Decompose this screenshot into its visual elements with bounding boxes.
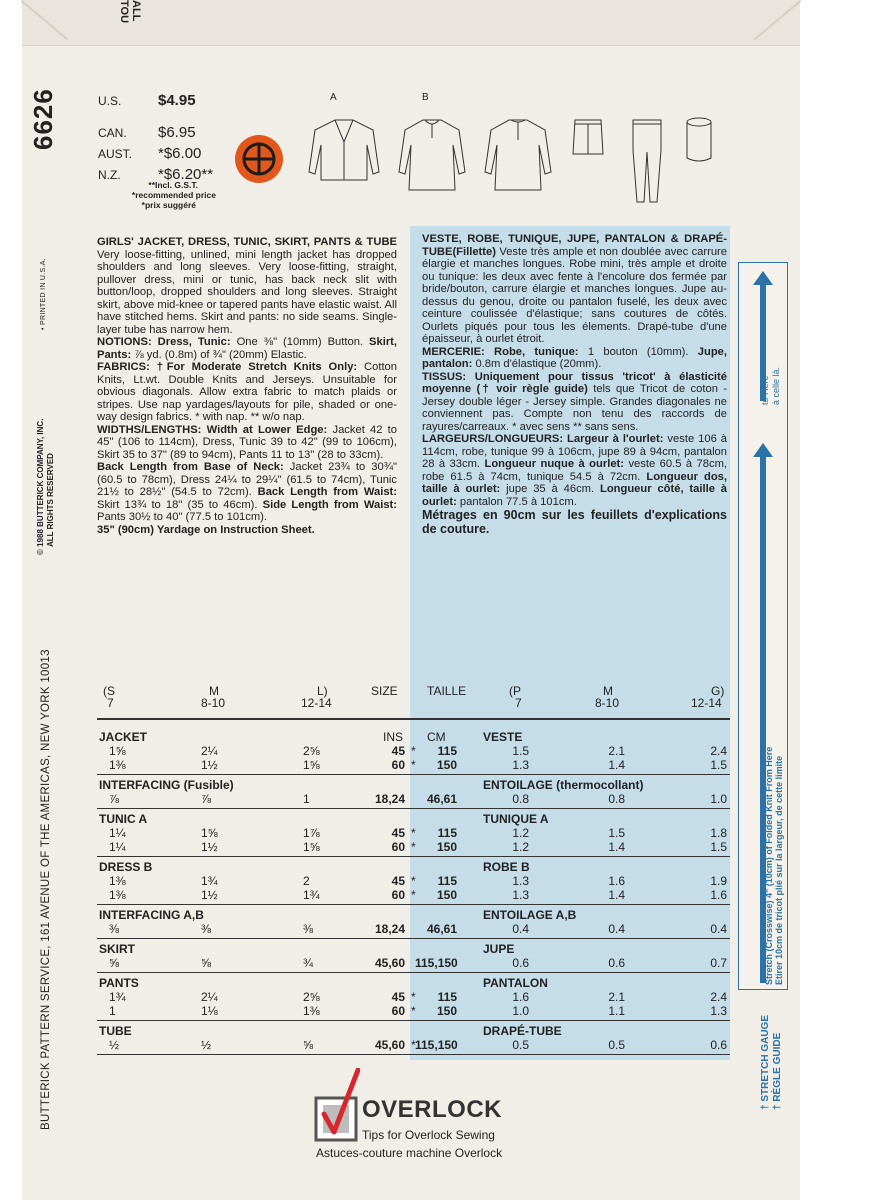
table-cell-cm: 115,150 [415,956,458,970]
table-cell-s: ⅜ [109,922,120,936]
table-cell-s: 1⅜ [109,758,126,772]
table-cell-g: 0.4 [710,922,727,936]
unit-cm: CM [427,730,446,744]
table-cell-star: * [411,1038,416,1052]
table-cell-p: 1.3 [512,888,529,902]
table-cell-m: 1½ [201,840,218,854]
tab-line-2: TOU [118,0,130,24]
table-cell-s: ⅝ [109,956,120,970]
section-rule [97,1020,730,1021]
section-title-fr: ROBE B [483,860,530,874]
price-label-nz: N.Z. [98,168,121,182]
table-cell-p: 1.3 [512,758,529,772]
table-cell-star: * [411,744,416,758]
table-cell-mf: 2.1 [608,990,625,1004]
gauge-instructions [764,747,784,985]
mercerie-text: 1 bouton (10mm). [587,345,689,358]
skirt-drawing [573,120,603,154]
table-cell-mf: 2.1 [608,744,625,758]
table-cell-cm: 115 [437,990,457,1004]
section-rule [97,808,730,809]
table-cell-mf: 1.5 [608,826,625,840]
price-note-2: *recommended price [131,190,216,200]
table-cell-g: 0.7 [710,956,727,970]
table-cell-p: 0.6 [512,956,529,970]
section-title-fr: ENTOILAGE A,B [483,908,577,922]
table-cell-p: 1.5 [512,744,529,758]
price-note-3: *prix suggéré [141,200,196,210]
gauge-text-fr: Etirer 10cm de tricot plié sur la largeur, de cette limite [774,755,784,985]
table-cell-cm: 115,150 [415,1038,458,1052]
table-cell-s: 1¼ [109,840,126,854]
copyright-line-1: © 1988 BUTTERICK COMPANY, INC. [36,418,45,555]
tab-line-1: ALL [130,0,142,22]
table-cell-cm: 115 [437,744,457,758]
table-cell-g: 2.4 [710,990,727,1004]
table-cell-s: ½ [109,1038,120,1052]
table-cell-p: 1.3 [512,874,529,888]
mercerie-text-2: 0.8m d'élastique (20mm). [475,358,602,370]
nuque-label: Longueur nuque à ourlet: [484,458,624,470]
header-s-sub: 7 [107,696,114,710]
printed-in-label: • PRINTED IN U.S.A. [40,258,47,330]
table-cell-l: ⅝ [303,1038,314,1052]
table-cell-l: 2⅝ [303,990,320,1004]
table-cell-l: 1 [303,792,310,806]
garment-line-drawings [295,110,735,220]
table-cell-p: 0.5 [512,1038,529,1052]
table-cell-s: 1⅜ [109,888,126,902]
table-cell-s: ⅞ [109,792,120,806]
table-cell-m: 1⅛ [201,1004,218,1018]
section-title: INTERFACING A,B [99,908,204,922]
table-cell-ins: 18,24 [374,922,405,936]
crosshair-badge-icon [233,133,285,185]
overlock-tips: Tips for Overlock Sewing [362,1128,495,1142]
metrages-note: Métrages en 90cm sur les feuillets d'explications de couture. [422,508,727,536]
table-cell-cm: 150 [436,758,457,772]
table-cell-g: 1.0 [710,792,727,806]
table-cell-g: 1.3 [710,1004,727,1018]
table-cell-cm: 115 [437,874,457,888]
english-title: GIRLS' JACKET, DRESS, TUNIC, SKIRT, PANTS & TUBE [97,236,397,248]
tissus-label: TISSUS: Uniquement pour tissus 'tricot' à élasticité moyenne († voir règle guide) [422,370,727,395]
table-cell-g: 0.6 [710,1038,727,1052]
header-size: SIZE [371,684,398,698]
table-cell-l: 1⅝ [303,840,320,854]
table-cell-g: 1.5 [710,840,727,854]
table-cell-star: * [411,840,416,854]
tissus-text: tels que Tricot de coton - Jersey double léger - Jersey simple. Grandes diagonales ne conviennent pas. Compte non tenu des raccords de rayures/carreaux. * avec sens ** sans sens. [422,383,727,433]
table-cell-p: 0.8 [512,792,529,806]
table-cell-p: 1.6 [512,990,529,1004]
table-cell-star: * [411,990,416,1004]
table-cell-mf: 0.8 [608,792,625,806]
table-french-panel [410,678,730,1060]
table-cell-m: ⅜ [201,922,212,936]
nuque-text: veste 60.5 à 78cm, robe 61.5 à 74cm, tunique 54.5 à 72cm. [422,458,727,483]
header-taille: TAILLE [427,684,467,698]
section-rule [97,972,730,973]
overlock-check-icon [314,1068,360,1146]
header-m-sub: 8-10 [201,696,226,710]
section-title-fr: PANTALON [483,976,548,990]
table-cell-star: * [411,874,416,888]
table-cell-g: 1.6 [710,888,727,902]
section-rule [97,938,730,939]
section-rule [97,856,730,857]
english-description [97,236,397,536]
table-cell-ins: 45 [391,826,405,840]
header-p-sub: 7 [515,696,522,710]
gauge-guide-label [760,1015,784,1110]
copyright-line-2: ALL RIGHTS RESERVED [46,453,55,547]
tunic-back-drawing [485,120,551,190]
view-label-b: B [422,92,429,103]
pattern-number: 6626 [28,88,58,150]
table-cell-star: * [411,888,416,902]
overlock-tips-fr: Astuces-couture machine Overlock [316,1146,503,1160]
table-cell-cm: 150 [436,840,457,854]
table-cell-s: 1⅝ [109,744,126,758]
section-title: DRESS B [99,860,153,874]
largeurs-label: LARGEURS/LONGUEURS: Largeur à l'ourlet: [422,433,664,445]
french-title: VESTE, ROBE, TUNIQUE, JUPE, PANTALON & DRAPÉ-TUBE(Fillette) [422,233,727,258]
mercerie-label: MERCERIE: Robe, tunique: [422,345,579,358]
french-desc: Veste très ample et non doublée avec carrure élargie et manches longues. Robe mini, très ample et droite ou tunique: les deux avec fente à l'encolure dos fermée par bride/bouton, carrure élargie et manches longues. Jupe au-dessus du genou, droite ou pantalon fuselé, les deux avec ceinture coulissée d'élastique; sans coutures de côtés. Ourlets piqués pour tous les élements. Drapé-tube d'une épaisseur, à ourlet étroit. [422,245,728,345]
table-cell-g: 1.9 [710,874,727,888]
price-label-us: U.S. [98,94,122,108]
section-rule [97,774,730,775]
table-cell-mf: 1.4 [608,888,625,902]
section-title: INTERFACING (Fusible) [99,778,234,792]
notions-label: NOTIONS: Dress, Tunic: [97,336,231,348]
dos-label: Longueur dos, taille à ourlet: [422,470,727,495]
table-cell-p: 1.2 [512,826,529,840]
gauge-guide-fr: † RÈGLE GUIDE [772,1032,783,1110]
section-rule [97,1054,730,1055]
table-cell-s: 1¾ [109,990,126,1004]
jacket-drawing [309,120,379,180]
table-cell-m: 1¾ [201,874,218,888]
table-cell-mf: 0.6 [608,956,625,970]
table-cell-l: ¾ [303,956,314,970]
table-cell-m: 1½ [201,888,218,902]
price-us: $4.95 [158,92,196,109]
gauge-here-en: to Here [760,375,770,405]
mercerie-label-2: Jupe, pantalon: [422,345,728,370]
table-cell-s: 1⅜ [109,874,126,888]
header-rule [97,718,730,720]
table-cell-mf: 0.5 [608,1038,625,1052]
view-label-a: A [330,92,337,103]
price-aust: *$6.00 [158,145,202,162]
table-cell-cm: 115 [437,826,457,840]
pants-drawing [633,120,661,202]
header-p: (P [509,684,521,698]
tube-drawing [687,118,711,161]
table-cell-ins: 60 [391,1004,405,1018]
table-cell-cm: 150 [436,888,457,902]
back-waist-label: Back Length from Waist: [257,486,398,498]
table-cell-l: 1¾ [303,888,320,902]
table-cell-ins: 45,60 [374,956,405,970]
gauge-here-fr: à celle là. [771,366,781,405]
table-cell-m: 2¼ [201,744,218,758]
table-cell-m: 2¼ [201,990,218,1004]
section-title-fr: VESTE [483,730,523,744]
notions-text: One ⅜" (10mm) Button. [236,336,364,348]
top-tab-text [118,0,142,23]
table-cell-mf: 1.1 [608,1004,625,1018]
header-m: M [209,684,219,698]
table-cell-l: 1⅞ [303,826,320,840]
table-cell-m: ⅞ [201,792,212,806]
largeurs-text: veste 106 à 114cm, robe, tunique 99 à 106cm, jupe 89 à 94cm, pantalon 28 à 33cm. [422,433,727,470]
section-title-fr: DRAPÉ-TUBE [483,1024,562,1038]
french-description [422,233,727,536]
notions-text-2: ⅞ yd. (0.8m) of ¾" (20mm) Elastic. [134,348,307,361]
price-label-can: CAN. [98,126,127,140]
publisher-address: BUTTERICK PATTERN SERVICE, 161 AVENUE OF THE AMERICAS, NEW YORK 10013 [40,649,52,1130]
header-s: (S [103,684,115,698]
table-cell-g: 2.4 [710,744,727,758]
table-cell-p: 0.4 [512,922,529,936]
price-note-1: **Incl. G.S.T. [148,180,198,190]
table-cell-m: 1½ [201,758,218,772]
header-m-fr-sub: 8-10 [595,696,620,710]
table-cell-ins: 45,60 [374,1038,405,1052]
table-cell-cm: 150 [436,1004,457,1018]
gauge-text-en: Stretch (Crosswise) 4" (10cm) of Folded Knit From Here [764,746,774,985]
table-cell-mf: 0.4 [608,922,625,936]
table-cell-l: 2⅝ [303,744,320,758]
price-nz: *$6.20** [158,166,214,183]
dress-drawing [399,120,465,190]
back-waist-text: Skirt 13¾ to 18" (35 to 46cm). [97,498,258,511]
table-cell-mf: 1.6 [608,874,625,888]
table-cell-mf: 1.4 [608,840,625,854]
table-cell-p: 1.0 [512,1004,529,1018]
table-cell-star: * [411,826,416,840]
fabrics-label: FABRICS: †For Moderate Stretch Knits Only: [97,361,358,373]
section-title-fr: ENTOILAGE (thermocollant) [483,778,644,792]
unit-ins: INS [383,730,404,744]
header-l: L) [317,684,328,698]
english-desc: Very loose-fitting, unlined, mini length jacket has dropped shoulders and long sleeves. Very loose-fitting, straight, pullover dress, mini or tunic, has back neck slit with button/loop, dropped shoulders and long sleeves. Straight skirt, above mid-knee or tapered pants have elastic waist. All have stitched hems. Skirt and pants: no side seams. Single-layer tube has narrow hem. [97,248,397,336]
header-g: G) [711,684,725,698]
table-cell-s: 1¼ [109,826,126,840]
price-notes [96,180,216,210]
table-cell-l: 1⅜ [303,1004,320,1018]
section-title-fr: JUPE [483,942,515,956]
table-cell-star: * [411,758,416,772]
table-cell-cm: 46,61 [426,922,457,936]
copyright-notice [36,419,56,555]
table-cell-mf: 1.4 [608,758,625,772]
gauge-guide-en: † STRETCH GAUGE [760,1014,771,1110]
section-rule [97,904,730,905]
table-cell-l: ⅜ [303,922,314,936]
table-cell-s: 1 [109,1004,116,1018]
table-cell-l: 2 [303,874,310,888]
table-cell-ins: 60 [391,758,405,772]
table-cell-ins: 60 [391,840,405,854]
table-cell-m: 1⅝ [201,826,218,840]
section-title: SKIRT [99,942,135,956]
section-title-fr: TUNIQUE A [483,812,549,826]
notions-label-2: Skirt, Pants: [97,336,398,361]
yardage-note: 35" (90cm) Yardage on Instruction Sheet. [97,523,315,536]
section-title: TUBE [99,1024,132,1038]
header-m-fr: M [603,684,613,698]
section-title: PANTS [99,976,139,990]
table-cell-p: 1.2 [512,840,529,854]
printed-in-text: PRINTED IN U.S.A. [40,258,47,325]
widths-text: Jacket 42 to 45" (106 to 114cm), Dress, Tunic 39 to 42" (99 to 106cm), Skirt 35 to 37" (89 to 94cm), Pants 11 to 13" (28 to 33cm). [97,423,398,461]
back-neck-text: Jacket 23¾ to 30¾" (60.5 to 78cm), Dress 24¼ to 29¼" (61.5 to 74cm), Tunic 21½ to 28½" (54.5 to 72cm). [97,461,397,498]
table-cell-cm: 46,61 [426,792,457,806]
back-neck-label: Back Length from Base of Neck: [97,461,284,473]
table-cell-star: * [411,1004,416,1018]
price-can: $6.95 [158,124,196,141]
table-cell-ins: 60 [391,888,405,902]
fabrics-text: Cotton Knits, Lt.wt. Double Knits and Jerseys. Unsuitable for obvious diagonals. Allow extra fabric to match plaids or stripes. Use nap yardages/layouts for pile, shaded or one-way design fabrics. * with nap. ** w/o nap. [97,361,397,423]
cote-label: Longueur côté, taille à ourlet: [422,483,728,508]
section-title: JACKET [99,730,148,744]
table-cell-g: 1.8 [710,826,727,840]
widths-label: WIDTHS/LENGTHS: Width at Lower Edge: [97,423,328,436]
section-title: TUNIC A [99,812,148,826]
price-label-aust: AUST. [98,147,133,161]
table-cell-g: 1.5 [710,758,727,772]
overlock-title: OVERLOCK [362,1096,503,1123]
gauge-here-label [760,367,782,405]
header-l-sub: 12-14 [301,696,332,710]
side-text: Pants 30½ to 40" (77.5 to 101cm). [97,511,268,523]
table-cell-m: ½ [201,1038,212,1052]
table-cell-ins: 18,24 [374,792,405,806]
table-cell-ins: 45 [391,744,405,758]
header-g-sub: 12-14 [691,696,722,710]
table-cell-ins: 45 [391,990,405,1004]
side-label: Side Length from Waist: [262,498,398,511]
table-cell-ins: 45 [391,874,405,888]
dos-text: jupe 35 à 46cm. [506,483,595,495]
cote-text: pantalon 77.5 à 101cm. [459,495,577,508]
table-cell-m: ⅝ [201,956,212,970]
table-cell-l: 1⅝ [303,758,320,772]
